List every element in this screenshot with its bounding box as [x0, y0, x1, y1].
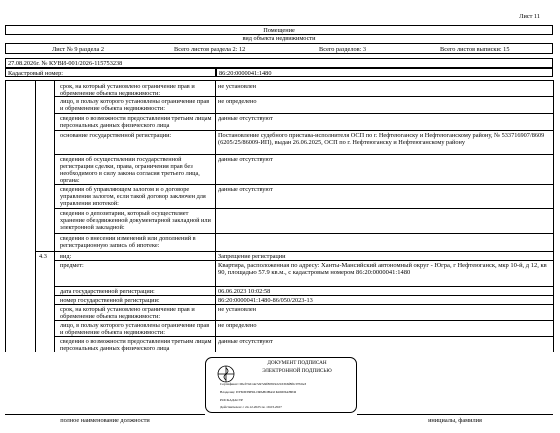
table-top-border — [5, 80, 553, 81]
table-row — [216, 114, 551, 122]
cadastral-label — [5, 68, 216, 77]
stamp-certificate: Сертификат: 00ef7dd1de7e97e9f8081922163b6f8f0c07b6e3 — [220, 382, 307, 386]
stamp-owner2: РОСКАДАСТР — [220, 398, 243, 402]
table-row — [216, 261, 551, 277]
row-value: 86:20:0000041:1480-86/050/2023-13 — [218, 296, 313, 304]
cadastral-value-text: 86:20:0000041:1480 — [219, 69, 272, 77]
table-row — [58, 234, 215, 250]
row-value: данные отсутствуют — [218, 114, 273, 122]
row-value: не установлен — [218, 82, 257, 90]
table-row — [216, 82, 551, 90]
table-row — [58, 305, 215, 321]
table-row — [216, 185, 551, 193]
row-label: сведения об управляющем залогом и о договоре управления залогом, если такой договор заключен для управления ипотекой: — [60, 185, 206, 208]
section-number — [37, 252, 54, 260]
electronic-signature-stamp — [205, 357, 357, 413]
table-row — [58, 155, 215, 185]
row-label: вид: — [60, 252, 72, 260]
row-label: срок, на который установлено ограничение прав и обременение объекта недвижимости: — [60, 305, 195, 320]
row-label: сведения о возможности предоставления третьим лицам персональных данных физического лица — [60, 114, 212, 129]
name-caption: инициалы, фамилия — [428, 416, 482, 424]
row-label: сведения о внесении изменений или дополнений в регистрационную запись об ипотеке: — [60, 234, 196, 249]
row-value: 06.06.2023 10:02:58 — [218, 287, 271, 295]
position-caption: полное наименование должности — [60, 416, 150, 424]
table-inner-column-divider — [54, 80, 55, 352]
sheet-number: Лист 11 — [519, 13, 540, 20]
row-label: сведения об осуществлении государственной регистрации сделки, права, ограничения прав без необходимого в силу закона согласия третьего лица, органа: — [60, 155, 200, 185]
row-label: дата государственной регистрации: — [60, 287, 155, 295]
table-row — [58, 321, 215, 337]
object-type-subtitle — [5, 34, 553, 43]
name-signature-line — [357, 414, 553, 415]
table-row — [58, 261, 215, 269]
object-type-subtitle-text: вид объекта недвижимости — [242, 34, 316, 42]
row-label: предмет: — [60, 261, 84, 269]
table-row — [216, 155, 551, 163]
table-right-border — [553, 80, 554, 352]
cadastral-value — [216, 68, 553, 77]
extract-date-number — [5, 58, 553, 68]
position-signature-line — [5, 414, 205, 415]
table-row — [216, 321, 551, 329]
cadastral-label-text: Кадастровый номер: — [8, 69, 64, 77]
stamp-owner: Владелец: ПУБЛИЧНО-ПРАВОВАЯ КОМПАНИЯ — [220, 390, 296, 394]
table-row — [216, 97, 551, 105]
table-row — [58, 131, 215, 139]
row-label: сведения о возможности предоставления третьим лицам персональных данных физического лица — [60, 337, 212, 352]
row-value: данные отсутствуют — [218, 337, 273, 345]
row-value: не определено — [218, 321, 257, 329]
signature-emblem-icon — [216, 364, 236, 384]
row-label: сведения о депозитарии, который осуществляет хранение обездвиженной документарной закладной или электронной закладной: — [60, 209, 211, 232]
table-row — [58, 114, 215, 130]
row-value: Квартира, расположенная по адресу: Ханты-Мансийский автономный округ - Югра, г Нефтеюганск, мкр 10-й, д 12, кв 90, площадью 57.9 кв.м., с кадастровым номером 86:20:0000041:1480 — [218, 261, 547, 277]
row-label: номер государственной регистрации: — [60, 296, 160, 304]
table-left-border — [5, 80, 6, 352]
row-value: данные отсутствуют — [218, 185, 273, 193]
row-value: не установлен — [218, 305, 257, 313]
stamp-line2: ЭЛЕКТРОННОЙ ПОДПИСЬЮ — [262, 368, 332, 374]
row-label: лицо, в пользу которого установлены ограничение прав и обременение объекта недвижимости: — [60, 97, 210, 112]
object-type-title-text: Помещение — [263, 26, 295, 34]
row-value: Запрещение регистрации — [218, 252, 286, 260]
total-sheets-extract: Всего листов выписки: 15 — [440, 45, 510, 53]
row-value: Постановление судебного пристава-исполнителя ОСП по г. Нефтеюганску и Нефтеюганскому району, № 533716907/8609 (6205/25/86009-ИП), выдан 26.06.2025, ОСП по г. Нефтеюганску и Нефтеюганскому району — [218, 131, 545, 146]
table-row — [216, 305, 551, 313]
table-row — [58, 97, 215, 113]
table-number-column-divider — [35, 80, 36, 352]
total-sections: Всего разделов: 3 — [319, 45, 367, 53]
section-number-text: 4.3 — [39, 252, 47, 260]
table-row — [58, 209, 215, 232]
table-row — [216, 234, 551, 235]
table-row — [216, 131, 551, 147]
row-label: основание государственной регистрации: — [60, 131, 172, 139]
table-row — [58, 185, 215, 208]
total-sheets-section: Всего листов раздела 2: 12 — [174, 45, 246, 53]
table-row — [58, 337, 215, 353]
table-row — [216, 209, 551, 210]
stamp-line1: ДОКУМЕНТ ПОДПИСАН — [267, 360, 327, 366]
row-value: не определено — [218, 97, 257, 105]
row-label: лицо, в пользу которого установлены ограничение прав и обременение объекта недвижимости: — [60, 321, 210, 336]
extract-date-number-text: 27.08.2026г. № КУВИ-001/2026-115753238 — [8, 59, 123, 67]
stamp-validity: Действителен: с 24.12.2025 по 19.03.2027 — [220, 405, 282, 409]
row-label: срок, на который установлено ограничение прав и обременение объекта недвижимости: — [60, 82, 195, 97]
sheet-of-section: Лист № 9 раздела 2 — [52, 45, 105, 53]
row-value: данные отсутствуют — [218, 155, 273, 163]
table-row — [216, 337, 551, 345]
